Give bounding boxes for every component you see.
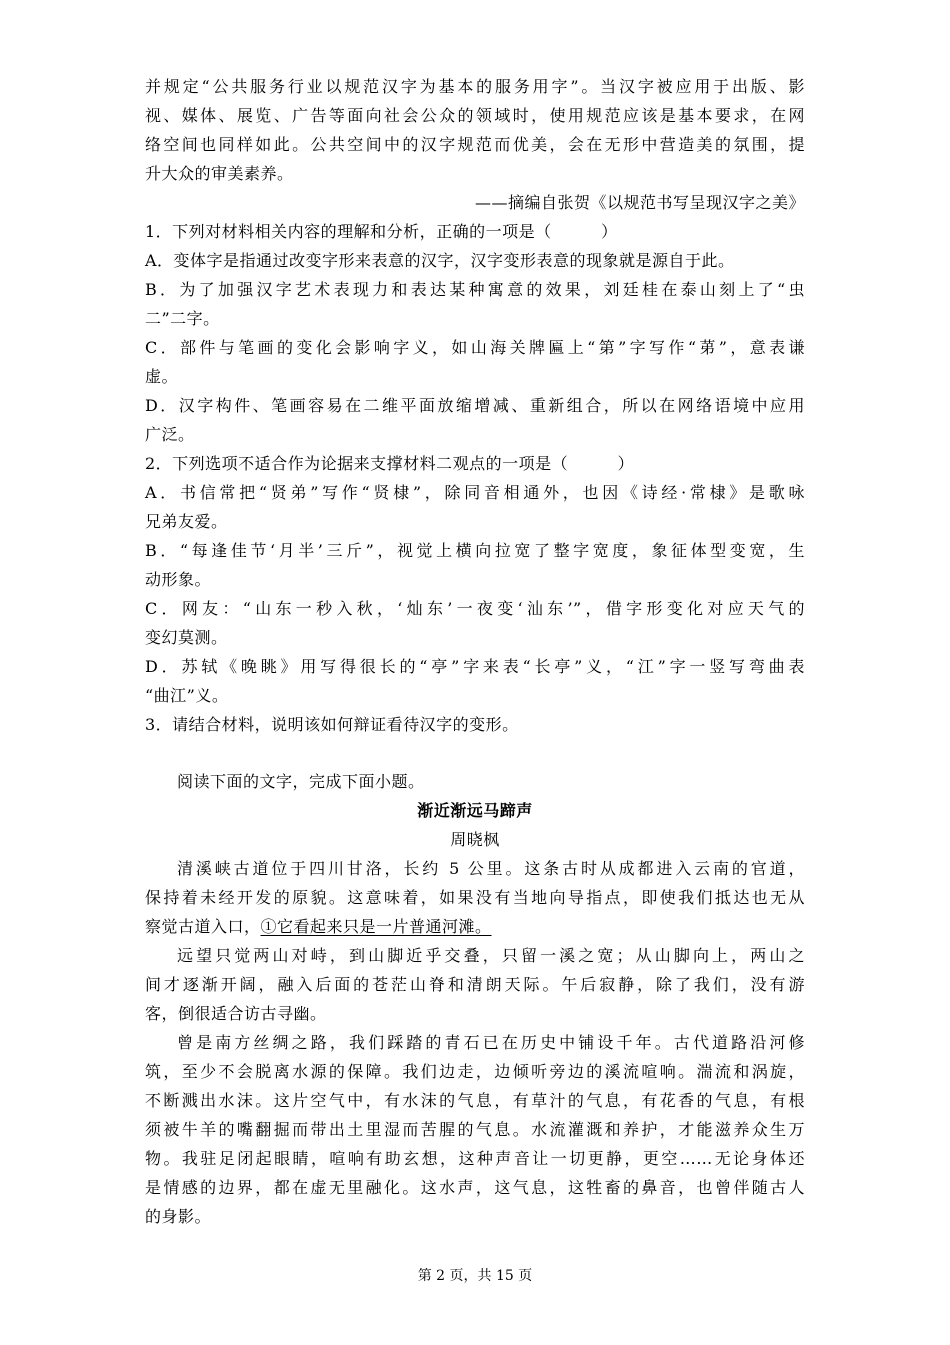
article-paragraph-line: 间才逐渐开阔，融入后面的苍茫山脊和清朗天际。午后寂静，除了我们，没有游 — [145, 975, 805, 994]
question-2-option-d-cont: “曲江”义。 — [145, 686, 229, 705]
article-paragraph-line: 物。我驻足闭起眼睛，喧响有助玄想，这种声音让一切更静，更空……无论身体还 — [145, 1149, 805, 1168]
article-text: 察觉古道入口， — [145, 917, 261, 936]
question-2-stem: 2．下列选项不适合作为论据来支撑材料二观点的一项是（ ） — [145, 454, 635, 473]
article-paragraph-line: 筑，至少不会脱离水源的保障。我们边走，边倾听旁边的溪流喧响。湍流和涡旋， — [145, 1062, 805, 1081]
passage-line: 视、媒体、展览、广告等面向社会公众的领域时，使用规范应该是基本要求，在网 — [145, 106, 805, 125]
question-1-option-a: A．变体字是指通过改变字形来表意的汉字，汉字变形表意的现象就是源自于此。 — [145, 251, 735, 270]
question-2-option-c: C．网友：“山东一秒入秋，‘灿东’一夜变‘汕东’”，借字形变化对应天气的 — [145, 599, 805, 618]
passage-line: 升大众的审美素养。 — [145, 164, 294, 183]
article-paragraph-line — [145, 912, 805, 941]
underlined-sentence-1: ①它看起来只是一片普通河滩。 — [260, 917, 492, 936]
passage-line: 络空间也同样如此。公共空间中的汉字规范而优美，会在无形中营造美的氛围，提 — [145, 135, 805, 154]
question-2-option-b: B．“每逢佳节‘月半’三斤”，视觉上横向拉宽了整字宽度，象征体型变宽，生 — [145, 541, 805, 560]
question-2-option-b-cont: 动形象。 — [145, 570, 212, 589]
source-citation: ——摘编自张贺《以规范书写呈现汉字之美》 — [474, 193, 805, 212]
question-1-option-b: B．为了加强汉字艺术表现力和表达某种寓意的效果，刘廷桂在泰山刻上了“虫 — [145, 280, 805, 299]
question-1-option-d-cont: 广泛。 — [145, 425, 195, 444]
question-2-option-a-cont: 兄弟友爱。 — [145, 512, 228, 531]
article-paragraph-line: 不断溅出水沫。这片空气中，有水沫的气息，有草汁的气息，有花香的气息，有根 — [145, 1091, 805, 1110]
article-paragraph-line: 须被牛羊的嘴翻掘而带出土里湿而苦腥的气息。水流灌溉和养护，才能滋养众生万 — [145, 1120, 805, 1139]
question-2-option-c-cont: 变幻莫测。 — [145, 628, 228, 647]
article-paragraph-line: 曾是南方丝绸之路，我们踩踏的青石已在历史中铺设千年。古代道路沿河修 — [177, 1033, 805, 1052]
question-1-option-d: D．汉字构件、笔画容易在二维平面放缩增减、重新组合，所以在网络语境中应用 — [145, 396, 805, 415]
question-3-stem: 3．请结合材料，说明该如何辩证看待汉字的变形。 — [145, 715, 519, 734]
article-paragraph-line: 清溪峡古道位于四川甘洛，长约 5 公里。这条古时从成都进入云南的官道， — [177, 859, 805, 878]
section-gap — [145, 739, 805, 767]
question-1-option-c: C．部件与笔画的变化会影响字义，如山海关牌匾上“第”字写作“苐”，意表谦 — [145, 338, 805, 357]
article-paragraph-line: 是情感的边界，都在虚无里融化。这水声，这气息，这牲畜的鼻音，也曾伴随古人 — [145, 1178, 805, 1197]
reading-intro: 阅读下面的文字，完成下面小题。 — [177, 772, 425, 791]
article-paragraph-line: 远望只觉两山对峙，到山脚近乎交叠，只留一溪之宽；从山脚向上，两山之 — [177, 946, 805, 965]
article-title: 渐近渐远马蹄声 — [417, 801, 533, 820]
question-1-option-b-cont: 二”二字。 — [145, 309, 220, 328]
question-1-stem: 1．下列对材料相关内容的理解和分析，正确的一项是（ ） — [145, 222, 618, 241]
document-page — [145, 72, 805, 1231]
article-author: 周晓枫 — [450, 830, 500, 849]
article-paragraph-line: 保持着未经开发的原貌。这意味着，如果没有当地向导指点，即使我们抵达也无从 — [145, 888, 805, 907]
passage-line: 并规定“公共服务行业以规范汉字为基本的服务用字”。当汉字被应用于出版、影 — [145, 77, 805, 96]
article-paragraph-line: 的身影。 — [145, 1207, 212, 1226]
article-paragraph-line: 客，倒很适合访古寻幽。 — [145, 1004, 327, 1023]
question-1-option-c-cont: 虚。 — [145, 367, 179, 386]
question-2-option-a: A．书信常把“贤弟”写作“贤棣”，除同音相通外，也因《诗经·常棣》是歌咏 — [145, 483, 805, 502]
question-2-option-d: D．苏轼《晚眺》用写得很长的“亭”字来表“长亭”义，“江”字一竖写弯曲表 — [145, 657, 805, 676]
page-footer: 第 2 页，共 15 页 — [417, 1268, 533, 1284]
